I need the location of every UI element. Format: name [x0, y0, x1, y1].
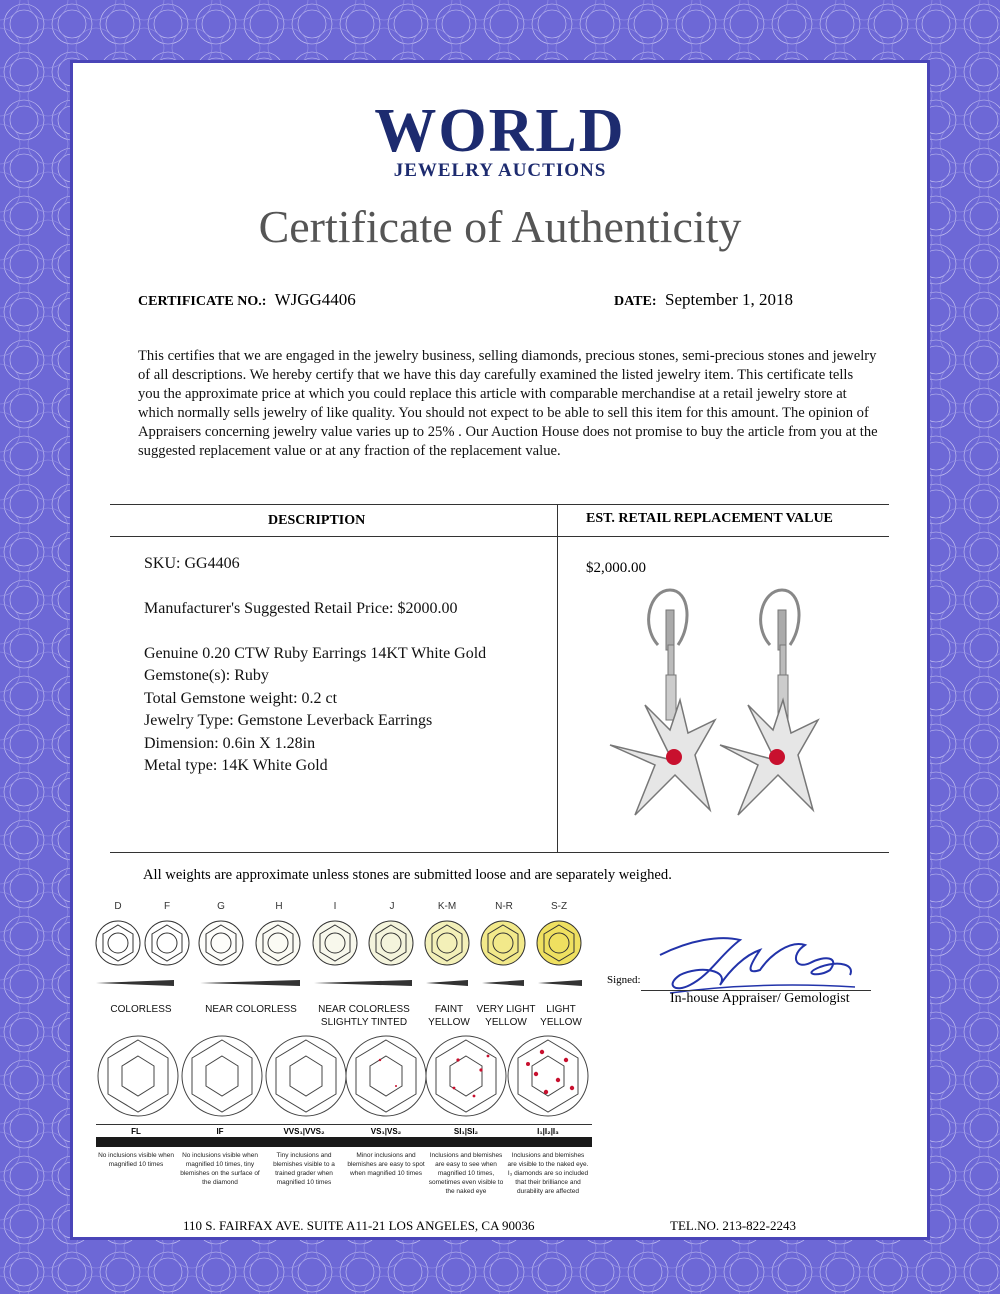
color-grade-label: I [333, 901, 337, 912]
weights-note: All weights are approximate unless stones are submitted loose and are separately weighed. [143, 867, 672, 883]
diamond-n-r [481, 921, 525, 965]
desc-line: Genuine 0.20 CTW Ruby Earrings 14KT White Gold [144, 645, 487, 662]
color-group-near-colorless-tinted: NEAR COLORLESS SLIGHTLY TINTED [318, 1004, 410, 1028]
logo-main: WORLD [374, 97, 626, 165]
company-logo [0, 97, 1000, 182]
table-header-rule [110, 536, 889, 537]
footer-phone: TEL.NO. 213-822-2243 [670, 1218, 797, 1233]
table-bottom-rule [110, 852, 889, 853]
clarity-desc: Tiny inclusions and blemishes visible to a trained grader when magnified 10 times [273, 1152, 335, 1186]
signature-title: In-house Appraiser/ Gemologist [670, 991, 850, 1006]
desc-line: Jewelry Type: Gemstone Leverback Earrings [144, 712, 433, 729]
color-grade-label: G [217, 901, 225, 912]
diamond-j [369, 921, 413, 965]
clarity-code: SI₁|SI₂ [453, 1127, 479, 1136]
desc-line: Dimension: 0.6in X 1.28in [144, 735, 316, 752]
date-value: September 1, 2018 [665, 290, 793, 309]
table-top-rule [110, 504, 889, 505]
color-grade-label: F [163, 901, 171, 912]
clarity-diamond-vs [346, 1036, 426, 1116]
clarity-desc: Inclusions and blemishes are visible to the naked eye. I₃ diamonds are so included that their brilliance and durability are affected [507, 1152, 589, 1195]
diamond-f [145, 921, 189, 965]
color-grade-label: K-M [437, 901, 457, 912]
certification-paragraph: This certifies that we are engaged in the jewelry business, selling diamonds, precious stones, semi-precious stones and jewelry of all descriptions. We hereby certify that we have this day carefully examined the listed jewelry item. This certificate tells you the approximate price at which you could replace this article with comparable merchandise at a retail jewelry store at which normally sells jewelry of like quality. You should not expect to be able to sell this item for this amount. The opinion of Appraisers concerning jewelry value varies up to 25% . Our Auction House does not promise to buy the article from you at the suggested replacement value or at any fraction of the replacement value. [138, 348, 878, 459]
wedge-near-colorless [200, 980, 300, 986]
color-grade-label: D [114, 901, 122, 912]
clarity-desc: Inclusions and blemishes are easy to see when magnified 10 times, sometimes even visible to the naked eye [428, 1152, 504, 1195]
diamond-h [256, 921, 300, 965]
diamond-k-m [425, 921, 469, 965]
date-row [614, 290, 793, 310]
clarity-diamond-if [182, 1036, 262, 1116]
color-group-near-colorless: NEAR COLORLESS [205, 1004, 297, 1015]
color-grade-label: S-Z [550, 901, 568, 912]
clarity-code: IF [216, 1127, 224, 1136]
color-scale-diamonds [92, 915, 592, 995]
diamond-d [96, 921, 140, 965]
earring-right [720, 590, 818, 815]
desc-line: Total Gemstone weight: 0.2 ct [144, 690, 338, 707]
color-group-faint: FAINT YELLOW [428, 1004, 470, 1028]
wedge-colorless [96, 980, 174, 986]
clarity-code: VS₁|VS₂ [370, 1127, 402, 1136]
wedge-light [538, 980, 582, 986]
signed-label: Signed: [607, 974, 641, 986]
color-grade-label: N-R [495, 901, 513, 912]
logo-sub: JEWELRY AUCTIONS [393, 160, 607, 181]
diamond-g [199, 921, 243, 965]
clarity-name-bar [96, 1137, 592, 1147]
clarity-desc: Minor inclusions and blemishes are easy to spot when magnified 10 times [347, 1152, 425, 1177]
clarity-divider [96, 1124, 592, 1125]
clarity-diamond-si [426, 1036, 506, 1116]
sku-line: SKU: GG4406 [144, 555, 240, 572]
color-grade-label: J [389, 901, 395, 912]
diamond-s-z [537, 921, 581, 965]
color-group-light: LIGHT YELLOW [540, 1004, 582, 1028]
certificate-number-label: CERTIFICATE NO.: [138, 294, 267, 309]
color-grade-label: H [275, 901, 283, 912]
clarity-desc: No inclusions visible when magnified 10 times, tiny blemishes on the surface of the diamond [180, 1152, 260, 1186]
table-column-divider [557, 504, 558, 852]
color-group-very-light: VERY LIGHT YELLOW [476, 1004, 536, 1028]
desc-line: Metal type: 14K White Gold [144, 757, 328, 774]
clarity-desc: No inclusions visible when magnified 10 times [98, 1152, 174, 1168]
clarity-code: I₁|I₂|I₃ [537, 1127, 559, 1136]
date-label: DATE: [614, 294, 657, 309]
diamond-i [313, 921, 357, 965]
certificate-number-value: WJGG4406 [274, 290, 356, 309]
color-group-colorless: COLORLESS [110, 1004, 172, 1015]
clarity-code: FL [131, 1127, 141, 1136]
footer-address: 110 S. FAIRFAX AVE. SUITE A11-21 LOS ANGELES, CA 90036 [183, 1218, 535, 1233]
clarity-code: VVS₁|VVS₂ [283, 1127, 325, 1136]
wedge-very-light [482, 980, 524, 986]
msrp-line: Manufacturer's Suggested Retail Price: $2000.00 [144, 600, 458, 617]
earring-left [610, 590, 715, 815]
clarity-diamond-fl [98, 1036, 178, 1116]
clarity-diamond-vvs [266, 1036, 346, 1116]
wedge-near-colorless-tinted [314, 980, 412, 986]
value-header: EST. RETAIL REPLACEMENT VALUE [586, 511, 833, 526]
page-title: Certificate of Authenticity [258, 201, 742, 252]
desc-line: Gemstone(s): Ruby [144, 667, 269, 684]
description-header: DESCRIPTION [268, 513, 366, 528]
wedge-faint [426, 980, 468, 986]
clarity-scale-diamonds [96, 1030, 596, 1126]
retail-value: $2,000.00 [586, 560, 646, 576]
earrings-image [600, 585, 840, 830]
clarity-diamond-i [508, 1036, 588, 1116]
